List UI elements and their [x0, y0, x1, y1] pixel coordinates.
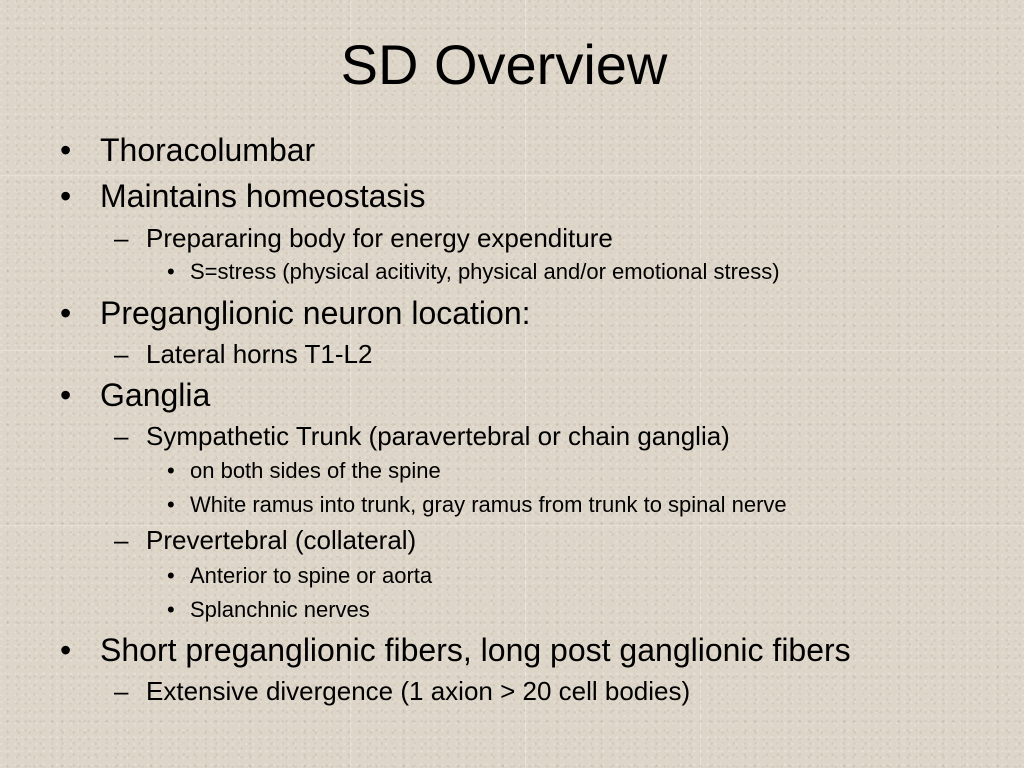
- sub-bullet-text: Sympathetic Trunk (paravertebral or chain ganglia): [146, 421, 730, 451]
- slide-title: SD Overview: [340, 33, 668, 96]
- dash-marker: –: [114, 525, 129, 555]
- sub-sub-bullet-text: S=stress (physical acitivity, physical and/or emotional stress): [190, 259, 780, 284]
- bullet-marker: •: [167, 259, 175, 284]
- dash-marker: –: [114, 223, 129, 253]
- sub-bullet-text: Lateral horns T1-L2: [146, 339, 373, 369]
- dash-marker: –: [114, 339, 129, 369]
- bullet-text: Preganglionic neuron location:: [100, 295, 531, 331]
- bullet-marker: •: [60, 377, 72, 413]
- sub-sub-bullet-text: on both sides of the spine: [190, 458, 441, 483]
- bullet-marker: •: [167, 597, 175, 622]
- bullet-text: Maintains homeostasis: [100, 178, 426, 214]
- bullet-marker: •: [167, 458, 175, 483]
- sub-bullet-text: Prepararing body for energy expenditure: [146, 223, 613, 253]
- bullet-text: Ganglia: [100, 377, 211, 413]
- bullet-marker: •: [167, 563, 175, 588]
- dash-marker: –: [114, 421, 129, 451]
- bullet-text: Thoracolumbar: [100, 132, 316, 168]
- bullet-marker: •: [60, 295, 72, 331]
- bullet-marker: •: [60, 632, 72, 668]
- bullet-marker: •: [60, 178, 72, 214]
- bullet-marker: •: [60, 132, 72, 168]
- dash-marker: –: [114, 676, 129, 706]
- sub-sub-bullet-text: White ramus into trunk, gray ramus from trunk to spinal nerve: [190, 492, 787, 517]
- bullet-marker: •: [167, 492, 175, 517]
- sub-bullet-text: Prevertebral (collateral): [146, 525, 417, 555]
- bullet-text: Short preganglionic fibers, long post ganglionic fibers: [100, 632, 851, 668]
- sub-bullet-text: Extensive divergence (1 axion > 20 cell bodies): [146, 676, 691, 706]
- sub-sub-bullet-text: Splanchnic nerves: [190, 597, 370, 622]
- sub-sub-bullet-text: Anterior to spine or aorta: [190, 563, 433, 588]
